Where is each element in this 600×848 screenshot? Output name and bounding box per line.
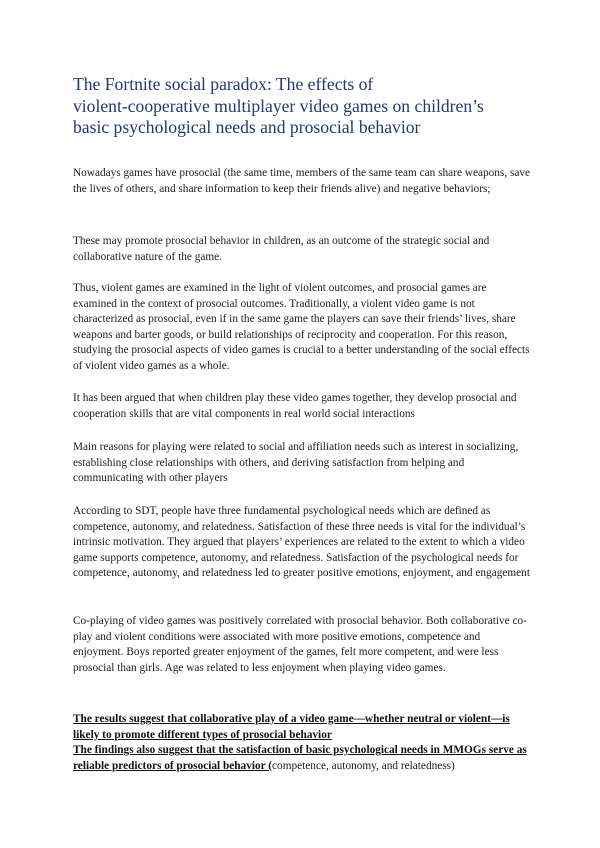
paragraph-3: Thus, violent games are examined in the light of violent outcomes, and prosocial games are examined in the context of prosocial outcomes. Traditionally, a violent video game is not characterized as prosocial, even if in the same game the players can save their friends’ lives, share weapons and barter goods, or build relationships of reciprocity and cooperation. For this reason, studying the prosocial aspects of video games is crucial to a better understanding of the social effects of violent video games as a whole. <box>73 282 530 372</box>
conclusion-findings: The findings also suggest that the satisfaction of basic psychological needs in MMOGs serve as reliable predictors of prosocial behavior ( <box>73 744 527 772</box>
conclusion-results: The results suggest that collaborative play of a video game—whether neutral or violent—is likely to promote different types of prosocial behavior <box>73 713 510 741</box>
paragraph-1: Nowadays games have prosocial (the same time, members of the same team can share weapons, save the lives of others, and share information to keep their friends alive) and negative behaviors; <box>73 167 531 195</box>
paragraph-4: It has been argued that when children play these video games together, they develop prosocial and cooperation skills that are vital components in real world social interactions <box>73 392 517 420</box>
conclusion-findings-tail: competence, autonomy, and relatedness) <box>272 759 455 772</box>
paragraph-7: Co-playing of video games was positively correlated with prosocial behavior. Both collaborative co-play and violent conditions were associated with more positive emotions, competence and enjoyment. Boys reported greater enjoyment of the games, felt more competent, and were less prosocial than girls. Age was related to less enjoyment when playing video games. <box>73 615 527 674</box>
conclusion-block <box>73 712 533 774</box>
paragraph-5: Main reasons for playing were related to social and affiliation needs such as interest in socializing, establishing close relationships with others, and deriving satisfaction from helping and communicating with other players <box>73 441 519 485</box>
title-line-3: basic psychological needs and prosocial behavior <box>73 117 421 137</box>
paragraph-6: According to SDT, people have three fundamental psychological needs which are defined as competence, autonomy, and relatedness. Satisfaction of these three needs is vital for the individual’s intrinsic motivation. They argued that players’ experiences are related to the extent to which a video game supports competence, autonomy, and relatedness. Satisfaction of the psychological needs for competence, autonomy, and relatedness led to greater positive emotions, enjoyment, and engagement <box>73 505 530 580</box>
title-line-1: The Fortnite social paradox: The effects of <box>73 74 374 94</box>
title-line-2: violent-cooperative multiplayer video games on children’s <box>73 95 484 116</box>
paragraph-2: These may promote prosocial behavior in children, as an outcome of the strategic social and collaborative nature of the game. <box>73 235 490 263</box>
document-title <box>73 74 543 139</box>
